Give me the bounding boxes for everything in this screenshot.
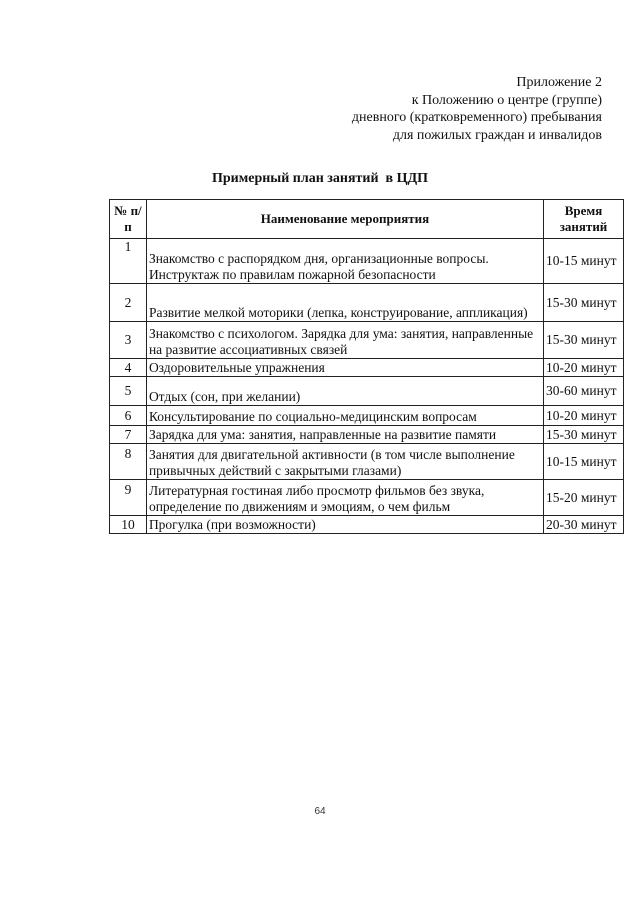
row-duration: 10-20 минут [544, 359, 624, 377]
table-row [110, 322, 624, 359]
row-duration: 15-30 минут [544, 426, 624, 444]
table-row [110, 377, 624, 406]
row-number: 9 [110, 480, 147, 516]
row-activity-name: Оздоровительные упражнения [146, 359, 543, 377]
table-row [110, 359, 624, 377]
appendix-line-1: Приложение 2 [516, 75, 602, 90]
row-number: 4 [110, 359, 147, 377]
table-row [110, 284, 624, 322]
page-number: 64 [314, 806, 326, 817]
table-row [110, 516, 624, 534]
appendix-line-4: для пожилых граждан и инвалидов [392, 127, 602, 143]
row-activity-name: Развитие мелкой моторики (лепка, конструирование, аппликация) [146, 284, 543, 322]
header-number: № п/п [110, 200, 147, 239]
table-header-row [110, 200, 624, 239]
row-number: 6 [110, 406, 147, 426]
table-row [110, 480, 624, 516]
row-activity-name: Зарядка для ума: занятия, направленные на развитие памяти [146, 426, 543, 444]
row-duration: 10-15 минут [544, 239, 624, 284]
row-activity-name: Занятия для двигательной активности (в том числе выполнение привычных действий с закрытыми глазами) [146, 444, 543, 480]
header-activity-name: Наименование мероприятия [146, 200, 543, 239]
row-activity-name: Знакомство с распорядком дня, организационные вопросы. Инструктаж по правилам пожарной безопасности [146, 239, 543, 284]
row-number: 2 [110, 284, 147, 322]
header-duration: Время занятий [544, 200, 624, 239]
table-row [110, 426, 624, 444]
row-duration: 10-20 минут [544, 406, 624, 426]
row-duration: 20-30 минут [544, 516, 624, 534]
table-row [110, 239, 624, 284]
activities-table [109, 199, 624, 534]
row-activity-name: Консультирование по социально-медицинским вопросам [146, 406, 543, 426]
row-number: 3 [110, 322, 147, 359]
row-number: 10 [110, 516, 147, 534]
row-activity-name: Отдых (сон, при желании) [146, 377, 543, 406]
row-duration: 15-20 минут [544, 480, 624, 516]
appendix-line-2: к Положению о центре (группе) [411, 92, 602, 108]
appendix-line-3: дневного (кратковременного) пребывания [351, 110, 602, 125]
row-duration: 30-60 минут [544, 377, 624, 406]
row-number: 1 [110, 239, 147, 284]
row-number: 5 [110, 377, 147, 406]
table-row [110, 444, 624, 480]
row-duration: 15-30 минут [544, 322, 624, 359]
row-activity-name: Знакомство с психологом. Зарядка для ума: занятия, направленные на развитие ассоциативных связей [146, 322, 543, 359]
row-activity-name: Литературная гостиная либо просмотр фильмов без звука, определение по движениям и эмоциям, о чем фильм [146, 480, 543, 516]
row-activity-name: Прогулка (при возможности) [146, 516, 543, 534]
row-number: 8 [110, 444, 147, 480]
row-number: 7 [110, 426, 147, 444]
appendix-header [352, 74, 602, 144]
table-row [110, 406, 624, 426]
document-title: Примерный план занятий в ЦДП [211, 171, 429, 186]
row-duration: 10-15 минут [544, 444, 624, 480]
row-duration: 15-30 минут [544, 284, 624, 322]
